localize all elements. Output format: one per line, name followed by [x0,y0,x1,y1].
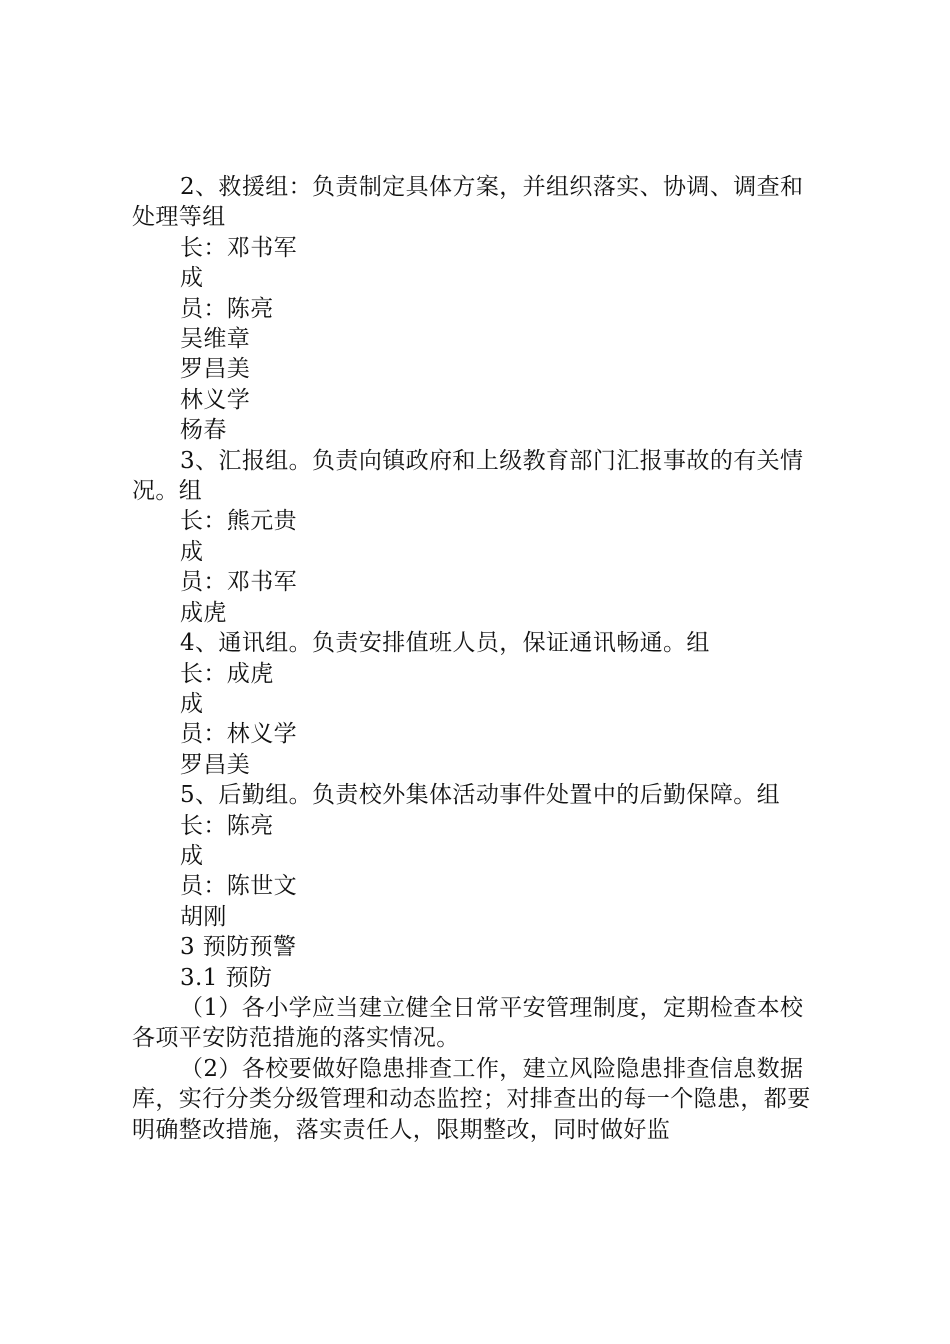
paragraph: 长：陈亮 [180,812,274,839]
paragraph: 成 [180,538,204,565]
paragraph: 胡刚 [180,903,227,930]
paragraph: 4、通讯组。负责安排值班人员，保证通讯畅通。组 [180,630,710,657]
paragraph: 成虎 [180,599,227,626]
paragraph: 长：熊元贵 [180,508,297,535]
document-body [132,172,822,1145]
paragraph: 林义学 [180,386,251,413]
paragraph: 2、救援组：负责制定具体方案，并组织落实、协调、调查和处理等组 [132,174,804,231]
paragraph: 成 [180,842,204,869]
paragraph: 吴维章 [180,326,251,353]
paragraph: 员：林义学 [180,721,297,748]
paragraph: 长：邓书军 [180,234,297,261]
paragraph: 3 预防预警 [180,934,297,961]
paragraph: 3、汇报组。负责向镇政府和上级教育部门汇报事故的有关情况。组 [132,447,804,505]
paragraph: 员：邓书军 [180,569,297,596]
paragraph: （1）各小学应当建立健全日常平安管理制度，定期检查本校各项平安防范措施的落实情况。 [132,994,804,1052]
paragraph: 长：成虎 [180,660,274,687]
paragraph: 5、后勤组。负责校外集体活动事件处置中的后勤保障。组 [180,782,781,809]
paragraph: 员：陈世文 [180,873,297,900]
paragraph: 罗昌美 [180,356,251,383]
paragraph: 罗昌美 [180,751,251,778]
paragraph: 员：陈亮 [180,295,274,322]
paragraph: 成 [180,690,204,717]
paragraph: 3.1 预防 [180,964,273,991]
paragraph: （2）各校要做好隐患排查工作，建立风险隐患排查信息数据库，实行分类分级管理和动态监控；对排查出的每一个隐患，都要明确整改措施，落实责任人，限期整改，同时做好监 [132,1055,811,1143]
paragraph: 杨春 [180,417,227,444]
paragraph: 成 [180,265,204,292]
